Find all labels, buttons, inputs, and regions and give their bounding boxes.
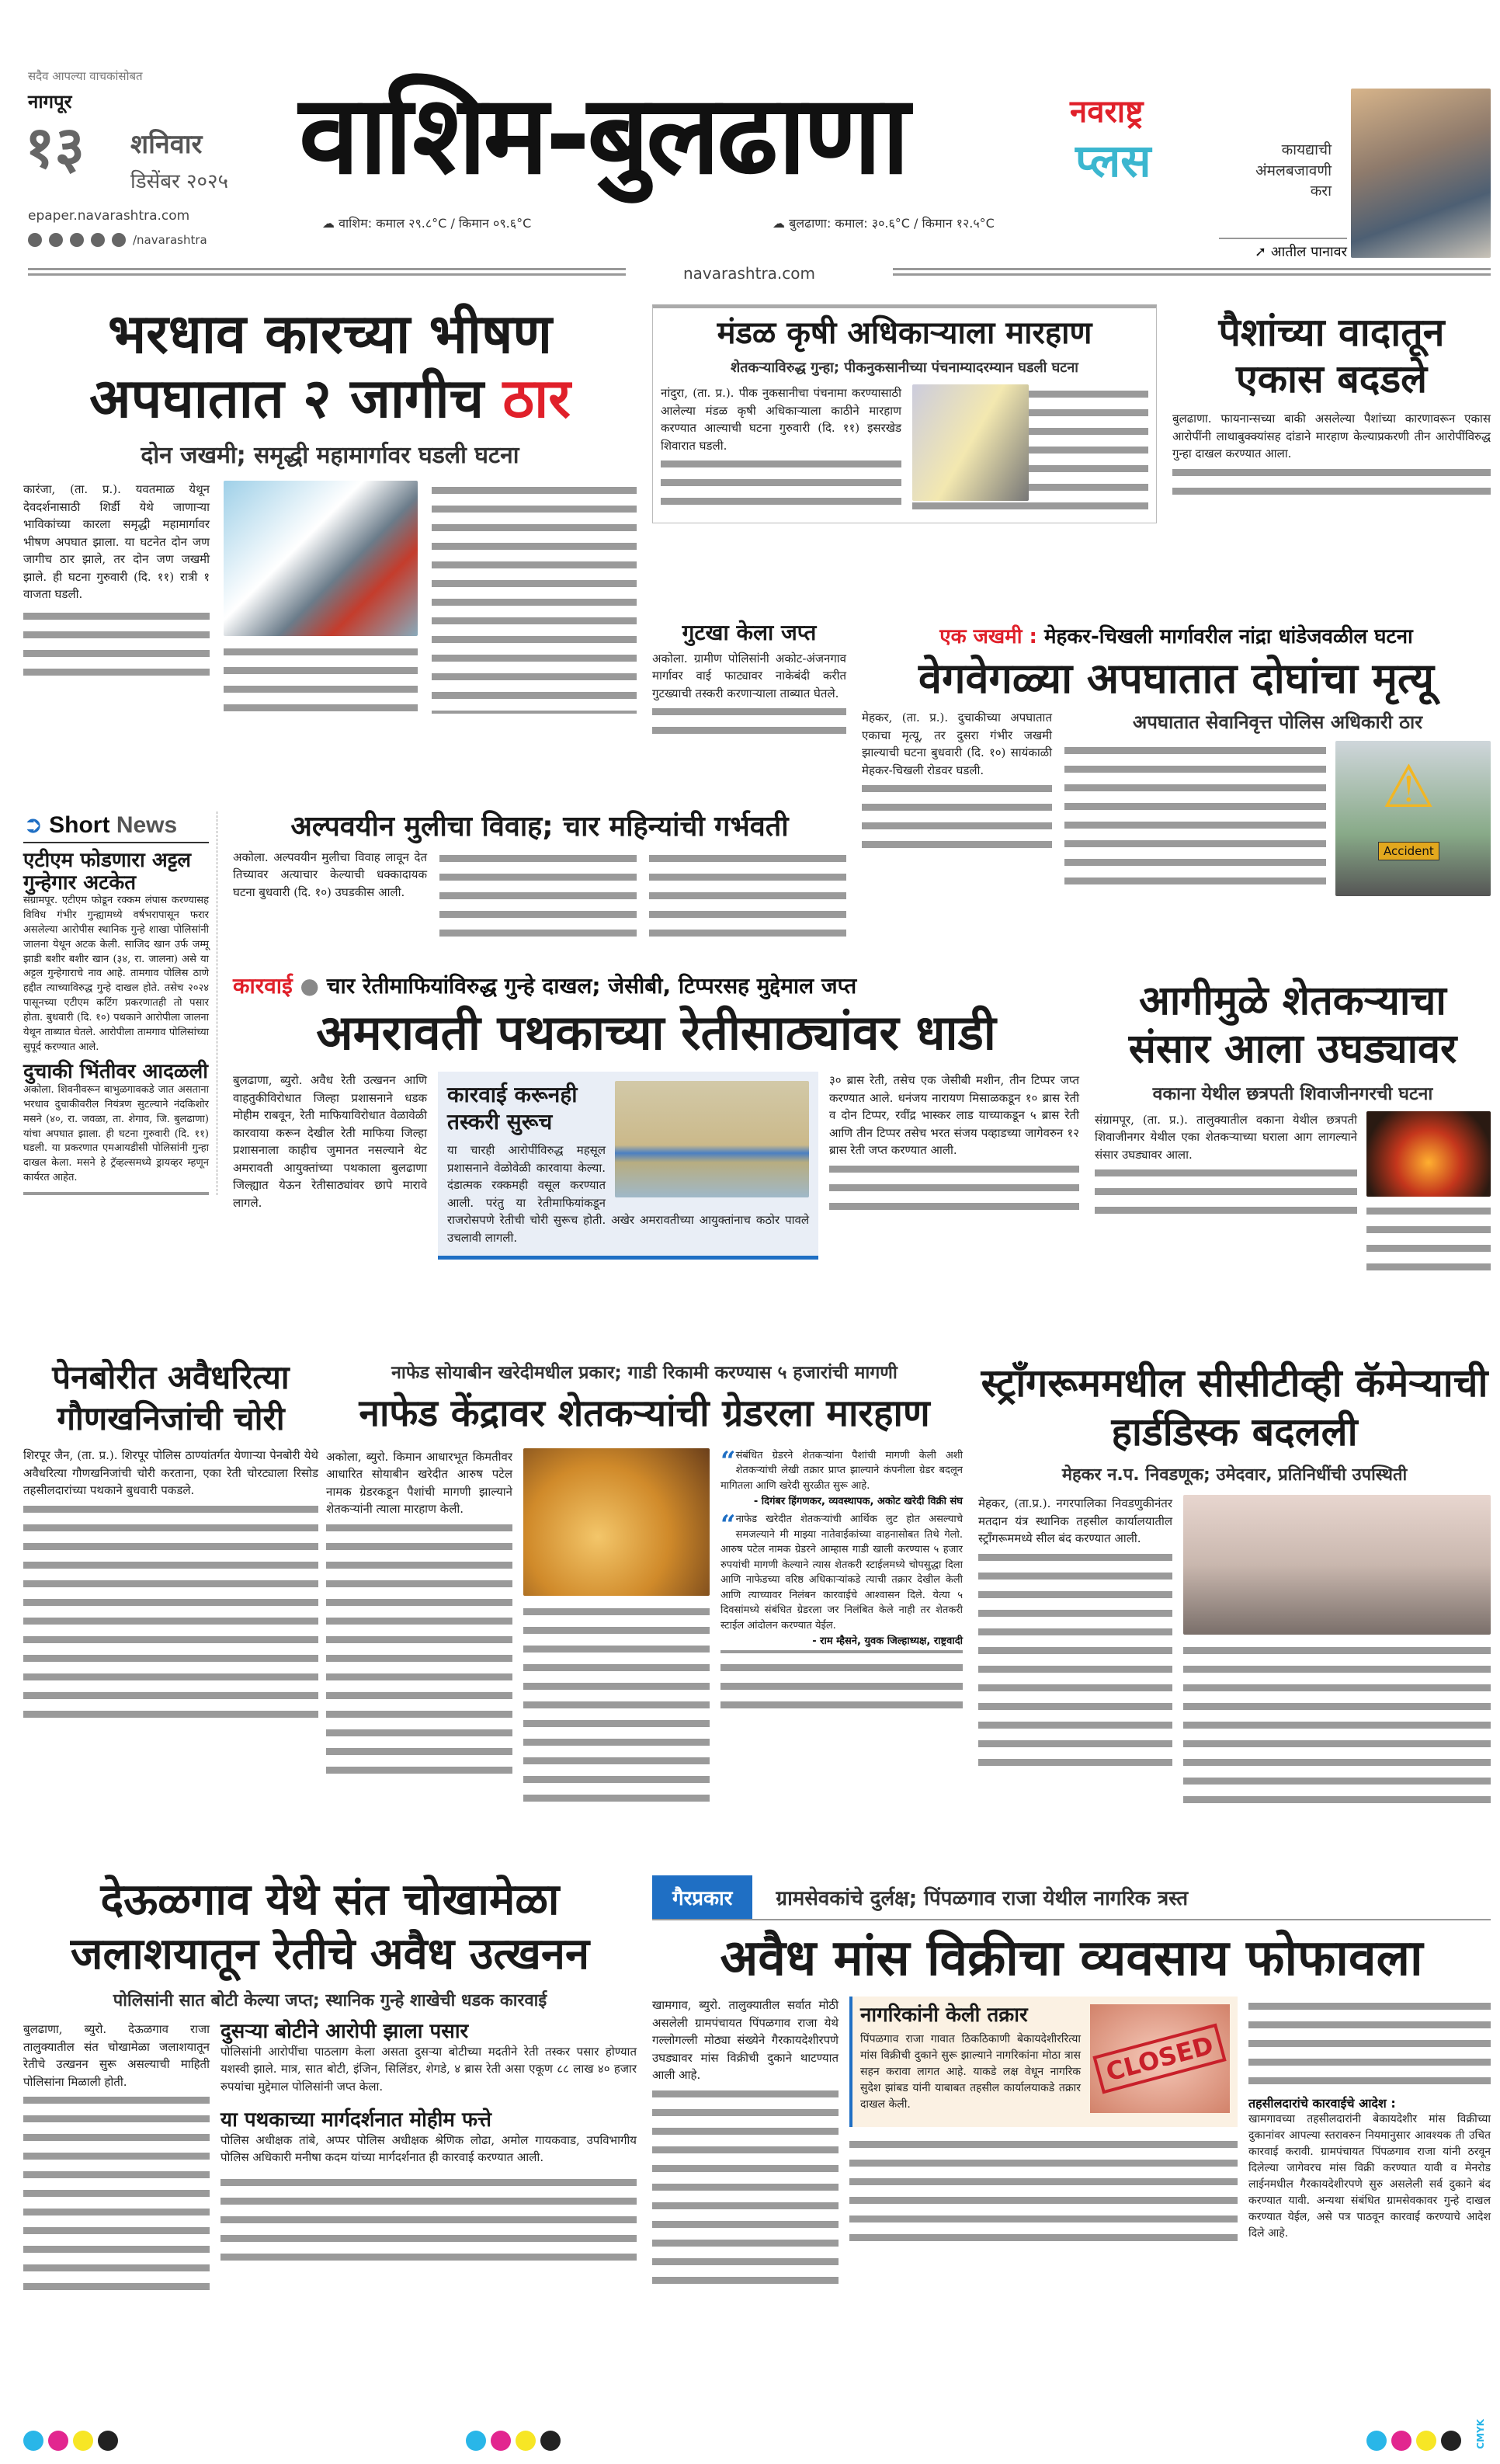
weather-washim: ☁ वाशिम: कमाल २९.८°C / किमान ०९.६°C — [322, 216, 532, 231]
story-money — [1172, 309, 1491, 500]
body-text — [1183, 1641, 1491, 1809]
epaper-link[interactable]: epaper.navarashtra.com — [28, 208, 190, 224]
subhead: पोलिसांनी सात बोटी केल्या जप्त; स्थानिक गुन्हे शाखेची धडक कारवाई — [113, 1991, 547, 2010]
short-news-text: अकोला. शिवनीवरून बाभुळगावकडे जात असताना भरधाव दुचाकीवरील नियंत्रण सुटल्याने नंदकिशोर मसने (४०, रा. जवळा, ता. शेगाव, जि. बुलढाणा) यांचा अपघात झाला. ही घटना गुरुवारी (दि. ११) घडली. या प्रकरणात एमआयडीसी पोलिसांनी गुन्हा दाखल केला. मसने हे ट्रॅव्हल्समध्ये ड्रायव्हर म्हणून कार्यरत आहेत. — [23, 1084, 209, 1184]
header-rule-left — [28, 268, 626, 276]
lead: बुलढाणा, ब्युरो. देऊळगाव राजा तालुक्यातील संत चोखामेळा जलाशयातून रेतीचे उत्खनन सुरू असल्याची माहिती पोलिसांना मिळाली होती. — [23, 2022, 210, 2089]
story-fire — [1095, 977, 1491, 1276]
body-text — [1172, 463, 1491, 500]
website[interactable]: navarashtra.com — [683, 264, 815, 283]
promo-photo[interactable] — [1351, 89, 1491, 258]
lead: नांदुरा, (ता. प्र.). पीक नुकसानीचा पंचनामा करण्यासाठी आलेल्या मंडळ कृषी अधिकाऱ्याला काठीने मारहाण करण्यात आल्याची घटना गुरुवारी (दि. ११) इसरखेड शिवारात घडली. — [661, 386, 901, 453]
lead: अकोला. ग्रामीण पोलिसांनी अकोट-अंजनगाव मार्गावर वाई फाट्यावर नाकेबंदी करीत गुटख्याची तस्करी करणाऱ्याला ताब्यात घेतले. — [652, 651, 846, 700]
story-deulgaon — [23, 1873, 637, 2295]
lead: बुलढाणा. फायनान्सच्या बाकी असलेल्या पैशांच्या कारणावरून एकास आरोपींनी लाथाबुक्क्यांसह दांडाने मारहाण केल्याप्रकरणी तीन आरोपींविरुद्ध गुन्हा दाखल करण्यात आला. — [1172, 412, 1491, 460]
box-title: कारवाई करूनही तस्करी सुरूच — [447, 1082, 578, 1135]
body-text — [720, 1658, 963, 1714]
kicker-bar: गैरप्रकार ग्रामसेवकांचे दुर्लक्ष; पिंपळगाव राजा येथील नागरिक त्रस्त — [652, 1875, 1491, 1920]
subhead: वकाना येथील छत्रपती शिवाजीनगरची घटना — [1152, 1083, 1433, 1104]
body-text — [23, 606, 210, 684]
lead: बुलढाणा, ब्युरो. अवैध रेती उत्खनन आणि वाहतुकीविरोधात जिल्हा प्रशासनाने धडक मोहीम राबवून, रेती माफियाविरोधात वेळावेळी कारवाया करून देखील रेती माफिया जिल्हा प्रशासनाला काहीच जुमानत नसल्याने थेट अमरावती आयुक्तांच्या पथकाला बुलढाणा जिल्ह्यात येऊन रेतीसाठ्यांवर छापे मारावे लागले. — [233, 1073, 427, 1210]
warning-icon: ⚠ — [1382, 752, 1436, 822]
subsection-text: पोलिसांनी आरोपींचा पाठलाग केला असता दुसऱ्या बोटीच्या मदतीने रेती तस्कर पसार होण्यात यशस्वी झाले. मात्र, सात बोटी, इंजिन, सिलिंडर, शेगडे, ४ ब्रास रेती असा एकूण ८८ लाख ४० हजार रुपयांचा मुद्देमाल पोलिसांनी जप्त केला. — [220, 2044, 637, 2094]
fire-photo — [1366, 1111, 1491, 1197]
subhead: मेहकर न.प. निवडणूक; उमेदवार, प्रतिनिधींची उपस्थिती — [1061, 1465, 1408, 1485]
closed-stamp-image: CLOSED — [1090, 2004, 1230, 2113]
linkedin-icon[interactable] — [112, 233, 126, 247]
header-rule-right — [893, 268, 1491, 276]
inside-page[interactable]: ➚ आतील पानावर — [1219, 238, 1347, 261]
headline: भरधाव कारच्या भीषण — [107, 302, 553, 366]
lead: मेहकर, (ता.प्र.). नगरपालिका निवडणुकीनंतर मतदान यंत्र स्थानिक तहसील कार्यालयातील स्ट्राँगरूममध्ये सील बंद करण्यात आली. — [978, 1496, 1172, 1545]
subsection-title: दुसऱ्या बोटीने आरोपी झाला पसार — [220, 2020, 469, 2043]
short-news-header: ➲ Short News — [23, 811, 209, 843]
body-text — [978, 1548, 1172, 1771]
social-icons[interactable] — [28, 233, 207, 247]
headline: नाफेड केंद्रावर शेतकऱ्यांची ग्रेडरला मारहाण — [359, 1392, 930, 1435]
subsection-title: तहसीलदारांचे कारवाईचे आदेश : — [1248, 2096, 1396, 2111]
body-text — [439, 849, 637, 942]
weather-icon: ☁ — [773, 216, 790, 231]
social-handle: /navarashtra — [133, 233, 207, 247]
officer-illustration — [912, 384, 1029, 501]
body-text — [220, 2173, 637, 2266]
body-text — [829, 1159, 1079, 1215]
month-year: डिसेंबर २०२५ — [130, 170, 229, 193]
headline: गुटखा केला जप्त — [682, 620, 817, 645]
arrow-icon: ➚ — [1255, 244, 1271, 260]
story-gutkha — [652, 621, 846, 739]
cmyk-marks-center — [466, 2431, 565, 2454]
body-text — [23, 1500, 318, 1723]
subsection-text: पोलिस अधीक्षक तांबे, अप्पर पोलिस अधीक्षक श्रेणिक लोढा, अमोल गायकवाड, उपविभागीय पोलिस अधिकारी मनीषा कदम यांच्या मार्गदर्शनात ही कारवाई करण्यात आली. — [220, 2132, 637, 2165]
body-text — [326, 1518, 512, 1779]
short-news-headline: दुचाकी भिंतीवर आदळली — [23, 1060, 209, 1084]
headline: मंडळ कृषी अधिकाऱ्याला मारहाण — [717, 315, 1092, 351]
headline-line-2: अपघातात २ जागीच ठार — [89, 367, 571, 430]
headline: पेनबोरीत अवैधरित्या गौणखनिजांची चोरी — [52, 1358, 290, 1437]
brand-bottom: प्लस — [1075, 134, 1151, 187]
subhead: दोन जखमी; समृद्धी महामार्गावर घडली घटना — [141, 442, 519, 469]
body-text — [1366, 1201, 1491, 1276]
short-news-text: संग्रामपूर. एटीएम फोडून रक्कम लंपास करण्यासह विविध गंभीर गुन्ह्यामध्ये वर्षभरापासून फरार असलेल्या आरोपीस स्थानिक गुन्हे शाखा पोलिसांनी जालना येथून अटक केली. साजिद खान उर्फ जम्मू झाडी बशीर बशीर खान (३४, रा. जालना) असे या अट्टल गुन्हेगाराचे नाव आहे. तामगाव पोलिस ठाणे हद्दीत त्याच्याविरुद्ध गुन्हे दाखल होते. तसेच २०२४ पासूनच्या एटीएम कटिंग प्रकरणातही तो पसार होता. बुधवारी (दि. १०) पथकाने आरोपीला जालना येथून ताब्यात घेतले. आरोपीला तामगाव पोलिसांच्या सुपूर्द करण्यात आले. — [23, 895, 209, 1053]
quote-icon: “ — [720, 1510, 736, 1541]
body-text — [523, 1602, 710, 1807]
lead: अकोला. अल्पवयीन मुलीचा विवाह लावून देत तिच्यावर अत्याचार केल्याची धक्कादायक घटना बुधवारी (दि. १०) उघडकीस आली. — [233, 850, 427, 899]
sand-box — [438, 1072, 818, 1260]
box-title: नागरिकांनी केली तक्रार — [860, 2004, 1028, 2028]
headline: अमरावती पथकाच्या रेतीसाठ्यांवर धाडी — [316, 1004, 996, 1061]
lead: खामगाव, ब्युरो. तालुक्यातील सर्वात मोठी असलेली ग्रामपंचायत पिंपळगाव राजा येथे गल्लोगल्ली मोठ्या संख्येने गैरकायदेशीरपणे उघड्यावर मांस विक्रीची दुकाने थाटण्यात आली आहे. — [652, 1998, 839, 2083]
facebook-icon[interactable] — [28, 233, 42, 247]
headline: स्ट्राँगरूममधील सीसीटीव्ही कॅमेऱ्याची हार्डडिस्क बदलली — [981, 1361, 1488, 1454]
body-text — [862, 779, 1052, 853]
subsection-title: या पथकाच्या मार्गदर्शनात मोहीम फत्ते — [220, 2108, 491, 2132]
cmyk-label: CMYK — [1475, 2419, 1486, 2449]
kicker: एक जखमी : मेहकर-चिखली मार्गावरील नांद्रा धांडेजवळील घटना — [939, 625, 1413, 648]
body-text — [652, 702, 846, 739]
story-sand — [233, 971, 1079, 1260]
tagline: सदैव आपल्या वाचकांसोबत — [28, 69, 143, 83]
cmyk-marks-right — [1366, 2431, 1466, 2454]
body-text — [432, 481, 637, 714]
story-two-deaths — [862, 621, 1491, 896]
short-news — [23, 811, 217, 1195]
strongroom-photo — [1183, 1495, 1491, 1635]
body-text — [1064, 741, 1326, 896]
story-officer — [652, 304, 1157, 523]
story-cctv — [978, 1359, 1491, 1809]
accident-warning-image — [1335, 741, 1491, 896]
body-text — [649, 849, 846, 942]
quote-2: “ नाफेड खरेदीत शेतकऱ्यांची आर्थिक लुट होत असल्याचे समजल्याने मी माझ्या नातेवाईकांच्या वाहनासोबत तिथे गेलो. आरुष पटेल नामक ग्रेडरने आम्हास गाडी खाली करण्यास ५ हजार रुपयांची मागणी केल्याने त्यास शेतकरी स्टाईलमध्ये चोपसुद्धा दिला आणि नाफेडच्या वरिष्ठ अधिकाऱ्यांकडे त्याची तक्रार देखील केली आणि त्याच्यावर निलंबन कारवाईचे आश्वासन दिले. येत्या ५ दिवसांमध्ये संबंधित ग्रेडरला जर निलंबित केले नाही तर शेतकरी स्टाईल आंदोलन करण्यात येईल. — [720, 1510, 963, 1632]
accident-illustration — [224, 481, 418, 636]
quote-1: “ संबंधित ग्रेडरने शेतकऱ्यांना पैशांची मागणी केली अशी शेतकऱ्यांची लेखी तक्रार प्राप्त झाल्याने कंपनीला ग्रेडर बदलून मागितला आणि खरेदी सुरळीत सुरू आहे. — [720, 1445, 963, 1492]
brand-top: नवराष्ट्र — [1070, 94, 1144, 130]
arrow-right-icon: ➲ — [23, 811, 43, 839]
x-icon[interactable] — [70, 233, 84, 247]
body-text — [23, 2090, 210, 2295]
newspaper-title: वाशिम-बुलढाणा — [299, 72, 907, 199]
box-text: पिंपळगाव राजा गावात ठिकठिकाणी बेकायदेशीररित्या मांस विक्रीची दुकाने सुरू झाल्याने नागरिकांना मोठा त्रास सहन करावा लागत आहे. याकडे लक्ष वेधून नागरिक सुदेश झांबड यांनी याबाबत तहसील कार्यालयाकडे तक्रार दाखल केली. — [860, 2032, 1081, 2111]
quote-1-author: - दिगंबर हिंगणकर, व्यवस्थापक, अकोट खरेदी विक्री संघ — [753, 1496, 963, 1508]
date-day: १३ — [25, 114, 85, 181]
promo-caption[interactable]: कायद्याची अंमलबजावणी करा — [1255, 141, 1332, 200]
cmyk-marks-left — [23, 2431, 123, 2454]
quote-icon: “ — [720, 1445, 736, 1477]
body-text — [1248, 1997, 1491, 2090]
lead: अकोला, ब्युरो. किमान आधारभूत किमतीवर आधारित सोयाबीन खरेदीत आरुष पटेल नामक ग्रेडरकडून पैशांची मागणी झाल्याने शेतकऱ्यांनी त्याला मारहाण केली. — [326, 1449, 512, 1517]
kicker: कारवाई ● चार रेतीमाफियांविरुद्ध गुन्हे दाखल; जेसीबी, टिप्परसह मुद्देमाल जप्त — [233, 973, 857, 999]
short-news-headline: एटीएम फोडणारा अट्टल गुन्हेगार अटकेत — [23, 849, 192, 895]
body-text — [224, 642, 418, 717]
masthead — [0, 0, 1500, 287]
lead: संग्रामपूर, (ता. प्र.). तालुक्यातील वकाना येथील छत्रपती शिवाजीनगर येथील एका शेतकऱ्याच्या घराला आग लागल्याने संसार उघड्यावर आला. — [1095, 1112, 1357, 1162]
kicker: नाफेड सोयाबीन खरेदीमधील प्रकार; गाडी रिकामी करण्यास ५ हजारांची मागणी — [391, 1363, 898, 1383]
right-text: ३० ब्रास रेती, तसेच एक जेसीबी मशीन, तीन टिप्पर जप्त करण्यात आले. धनंजय नारायण मिसाळकडून १० ब्रास रेती व दोन टिप्पर, रवींद्र भास्कर लाड याच्याकडून ५ ब्रास रेती आणि तीन टिप्पर तसेच भरत संजय पव्हाडच्या जागेवरुन १२ ब्रास रेती जप्त करण्यात आली. — [829, 1073, 1079, 1158]
body-text — [849, 2135, 1238, 2247]
accident-sign-label: Accident — [1378, 842, 1439, 860]
headline: अल्पवयीन मुलीचा विवाह; चार महिन्यांची गर्भवती — [290, 811, 789, 843]
complaint-box — [849, 1997, 1238, 2127]
body-text — [661, 454, 901, 510]
body-text — [652, 2084, 839, 2289]
headline: पैशांच्या वादातून एकास बदडले — [1218, 310, 1445, 401]
story-meat — [652, 1875, 1491, 2289]
story-minor-marriage — [233, 811, 846, 942]
story-minerals — [23, 1357, 318, 1723]
lead: कारंजा, (ता. प्र.). यवतमाळ येथून देवदर्शनासाठी शिर्डी येथे जाणाऱ्या भाविकांच्या कारला समृद्धी महामार्गावर भीषण अपघात झाला. या घटनेत दोन जण जागीच ठार झाले, तर दोन जण जखमी झाले. ही घटना गुरुवारी (दि. ११) रात्री १ वाजता घडली. — [23, 482, 210, 601]
box-text: या चारही आरोपींविरुद्ध महसूल प्रशासनाने वेळोवेळी कारवाया केल्या. दंडात्मक रक्कमही वसूल करण्यात आली. परंतु या रेतीमाफियांकडून राजरोसपणे रेतीची चोरी सुरूच होती. अखेर अमरावतीच्या आयुक्तांनाच कठोर पावले उचलावी लागली. — [447, 1143, 809, 1245]
story-accident — [23, 304, 637, 717]
youtube-icon[interactable] — [91, 233, 105, 247]
lead: शिरपूर जैन, (ता. प्र.). शिरपूर पोलिस ठाण्यांतर्गत येणाऱ्या पेनबोरी येथे अवैधरित्या गौणखनिजांची चोरी करताना, एका रेती चोरट्याला रिसोड तहसीलदारांच्या पथकाने बुधवारी पकडले. — [23, 1448, 318, 1497]
instagram-icon[interactable] — [49, 233, 63, 247]
soybean-photo — [523, 1448, 710, 1596]
story-nafed — [326, 1359, 963, 1807]
weather-icon: ☁ — [322, 216, 339, 231]
subhead: अपघातात सेवानिवृत्त पोलिस अधिकारी ठार — [1132, 711, 1423, 734]
divider — [23, 1192, 209, 1195]
category-tag: गैरप्रकार — [652, 1875, 752, 1919]
headline: वेगवेगळ्या अपघातात दोघांचा मृत्यू — [918, 654, 1434, 703]
headline: अवैध मांस विक्रीचा व्यवसाय फोफावला — [720, 1930, 1423, 1987]
weekday: शनिवार — [130, 129, 203, 160]
tractor-photo — [615, 1081, 809, 1197]
subhead: शेतकऱ्याविरुद्ध गुन्हा; पीकनुकसानीच्या पंचनाम्यादरम्यान घडली घटना — [731, 360, 1078, 376]
headline: देऊळगाव येथे संत चोखामेळा जलाशयातून रेतीचे अवैध उत्खनन — [70, 1875, 590, 1979]
body-text — [1095, 1163, 1357, 1219]
weather-buldhana: ☁ बुलढाणा: कमाल: ३०.६°C / किमान १२.५°C — [773, 216, 995, 231]
headline: आगीमुळे शेतकऱ्याचा संसार आला उघड्यावर — [1128, 978, 1457, 1073]
subsection-text: खामगावच्या तहसीलदारांनी बेकायदेशीर मांस विक्रीच्या दुकानांवर आपल्या स्तरावरुन नियमानुसार आवश्यक ती उचित कारवाई करावी. ग्रामपंचायत पिंपळगाव राजा यांनी ठरवून दिलेल्या जागेवरच मांस विक्री करण्यात यावी व मेनरोड लाईनमधील गैरकायदेशीरपणे सुरु असलेली सर्व दुकाने बंद करण्यात यावी. अन्यथा संबंधित ग्रामसेवकावर गुन्हे दाखल करण्यात येईल, असे पत्र पाठवून कारवाई करण्याचे आदेश दिले आहे. — [1248, 2113, 1491, 2240]
lead: मेहकर, (ता. प्र.). दुचाकीच्या अपघातात एकाचा मृत्यू, तर दुसरा गंभीर जखमी झाल्याची घटना बुधवारी (दि. १०) सायंकाळी मेहकर-चिखली रोडवर घडली. — [862, 711, 1052, 777]
quote-2-author: - राम म्हैसने, युवक जिल्हाध्यक्ष, राष्ट्रवादी — [720, 1633, 963, 1653]
city: नागपूर — [28, 91, 72, 113]
